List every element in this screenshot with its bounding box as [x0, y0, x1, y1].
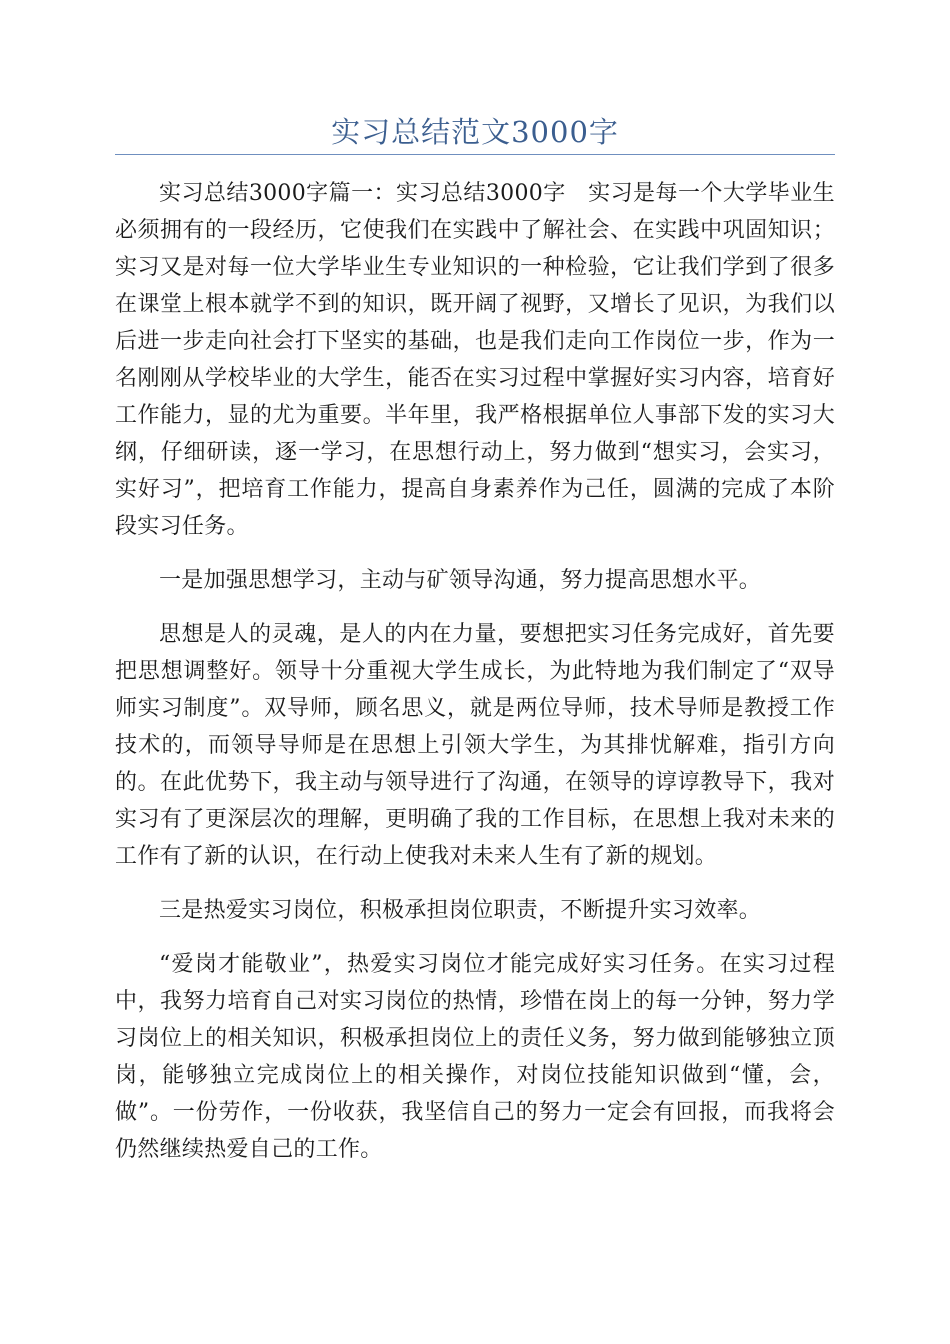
- title-underline: [115, 154, 835, 155]
- document-body: [115, 175, 835, 1168]
- paragraph-heading-three: 三是热爱实习岗位，积极承担岗位职责，不断提升实习效率。: [159, 898, 762, 923]
- paragraph-intro: 实习总结3000字篇一：实习总结3000字 实习是每一个大学毕业生必须拥有的一段经历，它使我们在实践中了解社会、在实践中巩固知识；实习又是对每一位大学毕业生专业知识的一种检验，它让我们学到了很多在课堂上根本就学不到的知识，既开阔了视野，又增长了见识，为我们以后进一步走向社会打下坚实的基础，也是我们走向工作岗位一步，作为一名刚刚从学校毕业的大学生，能否在实习过程中掌握好实习内容，培育好工作能力，显的尤为重要。半年里，我严格根据单位人事部下发的实习大纲，仔细研读，逐一学习，在思想行动上，努力做到“想实习，会实习，实好习”，把培育工作能力，提高自身素养作为己任，圆满的完成了本阶段实习任务。: [115, 181, 835, 539]
- paragraph-love-job: “爱岗才能敬业”，热爱实习岗位才能完成好实习任务。在实习过程中，我努力培育自己对实习岗位的热情，珍惜在岗上的每一分钟，努力学习岗位上的相关知识，积极承担岗位上的责任义务，努力做到能够独立顶岗，能够独立完成岗位上的相关操作，对岗位技能知识做到“懂，会，做”。一份劳作，一份收获，我坚信自己的努力一定会有回报，而我将会仍然继续热爱自己的工作。: [115, 952, 835, 1162]
- paragraph-thought: 思想是人的灵魂，是人的内在力量，要想把实习任务完成好，首先要把思想调整好。领导十分重视大学生成长，为此特地为我们制定了“双导师实习制度”。双导师，顾名思义，就是两位导师，技术导师是教授工作技术的，而领导导师是在思想上引领大学生，为其排忧解难，指引方向的。在此优势下，我主动与领导进行了沟通，在领导的谆谆教导下，我对实习有了更深层次的理解，更明确了我的工作目标，在思想上我对未来的工作有了新的认识，在行动上使我对未来人生有了新的规划。: [115, 622, 835, 869]
- paragraph-heading-one: 一是加强思想学习，主动与矿领导沟通，努力提高思想水平。: [159, 568, 762, 593]
- document-title: 实习总结范文3000字: [331, 115, 619, 149]
